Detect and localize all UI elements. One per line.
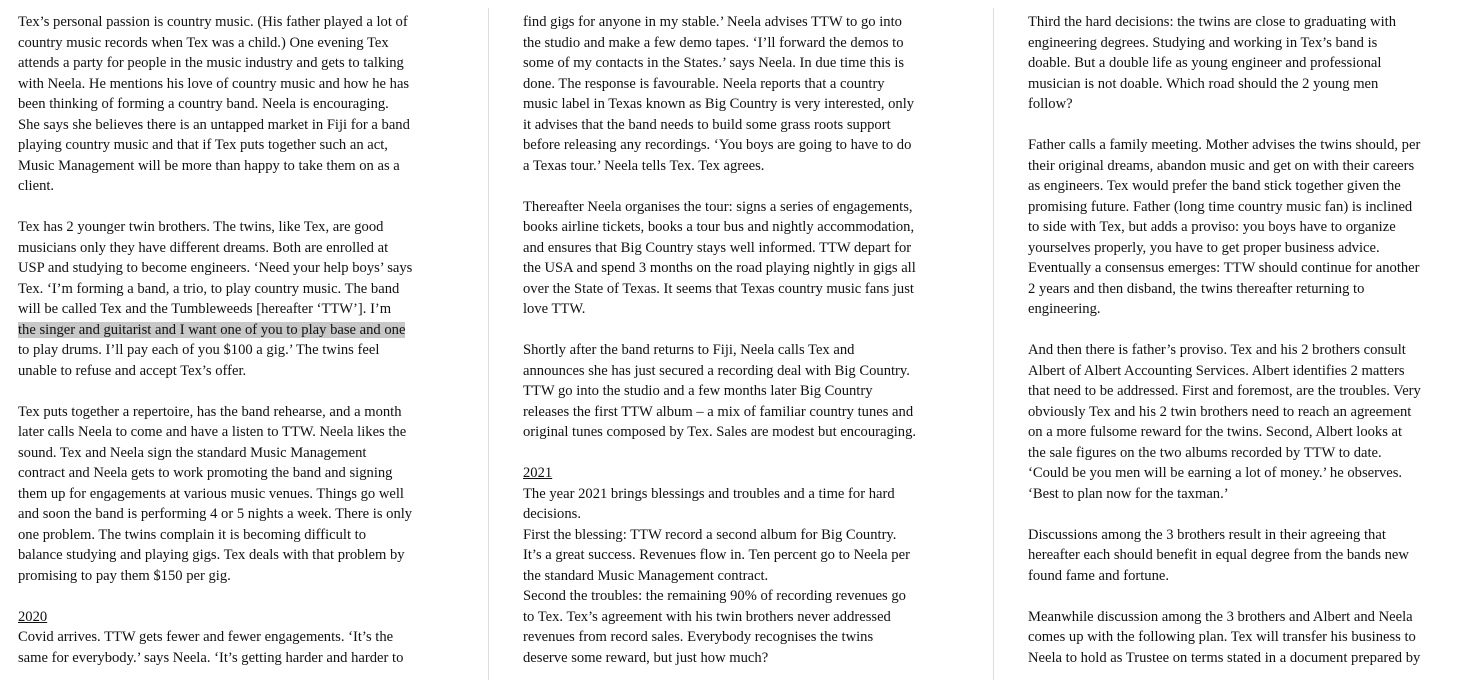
text-line: some of my contacts in the States.’ says Neela. In due time this is (523, 55, 905, 71)
line (1028, 484, 1466, 505)
text-line: to side with Tex, but adds a proviso: you boys have to organize (1028, 219, 1396, 235)
line (18, 320, 460, 341)
text-line: musicians only they have different dreams. Both are enrolled at (18, 239, 389, 256)
line (1028, 648, 1466, 669)
line (18, 33, 460, 54)
text-line: Music Management will be more than happy to take them on as a (18, 157, 400, 174)
line (18, 484, 460, 505)
line (523, 217, 965, 238)
text-line: country music records when Tex was a child.) One evening Tex (18, 34, 389, 51)
text-line: Second the troubles: the remaining 90% of recording revenues go (523, 588, 906, 604)
text-line: the standard Music Management contract. (523, 567, 769, 584)
text-line: She says she believes there is an untapped market in Fiji for a band (18, 116, 410, 133)
text-line: obviously Tex and his 2 twin brothers need to reach an agreement (1028, 403, 1412, 420)
text-line: later calls Neela to come and have a listen to TTW. Neela likes the (18, 424, 407, 440)
text-line: one problem. The twins complain it is becoming difficult to (18, 526, 367, 543)
column-divider (488, 8, 489, 680)
line (18, 115, 460, 136)
paragraph-gap (1028, 504, 1466, 525)
line (523, 197, 965, 218)
text-line: decisions. (523, 506, 581, 522)
text-line: same for everybody.’ says Neela. ‘It’s getting harder and harder to (18, 649, 404, 666)
line (1028, 156, 1466, 177)
text-line: will be called Tex and the Tumbleweeds [hereafter ‘TTW’]. I’m (18, 301, 392, 317)
text-line: and soon the band is performing 4 or 5 nights a week. There is only (18, 506, 413, 522)
text-line: The year 2021 brings blessings and troubles and a time for hard (523, 485, 895, 502)
paragraph-gap (18, 586, 460, 607)
text-line: balance studying and playing gigs. Tex deals with that problem by (18, 547, 405, 563)
text-line: Thereafter Neela organises the tour: signs a series of engagements, (523, 198, 913, 215)
heading-line (523, 463, 965, 484)
column-divider (993, 8, 994, 680)
line (18, 545, 460, 566)
text-line: Covid arrives. TTW gets fewer and fewer engagements. ‘It’s the (18, 629, 394, 645)
text-line: Tex. ‘I’m forming a band, a trio, to play country music. The band (18, 280, 400, 297)
text-line: books airline tickets, books a tour bus and nightly accommodation, (523, 219, 915, 235)
line (1028, 422, 1466, 443)
line (523, 33, 965, 54)
line (523, 94, 965, 115)
text-line: yourselves properly, you have to get proper business advice. (1028, 239, 1380, 256)
line (523, 402, 965, 423)
line (1028, 340, 1466, 361)
text-line: been thinking of forming a country band. Neela is encouraging. (18, 96, 389, 112)
text-line: musician is not doable. Which road should the 2 young men (1028, 75, 1379, 92)
line (1028, 607, 1466, 628)
line (523, 279, 965, 300)
line (1028, 176, 1466, 197)
paragraph-gap (18, 381, 460, 402)
line (523, 525, 965, 546)
line (1028, 299, 1466, 320)
text-line: with Neela. He mentions his love of country music and how he has (18, 75, 410, 92)
paragraph-gap (1028, 115, 1466, 136)
text-line: Neela to hold as Trustee on terms stated in a document prepared by (1028, 649, 1421, 666)
line (523, 381, 965, 402)
line (523, 238, 965, 259)
line (523, 627, 965, 648)
line (18, 443, 460, 464)
text-line: as engineers. Tex would prefer the band stick together given the (1028, 178, 1401, 194)
text-line: First the blessing: TTW record a second album for Big Country. (523, 526, 897, 543)
line (1028, 627, 1466, 648)
line (18, 156, 460, 177)
text-line: a Texas tour.’ Neela tells Tex. Tex agrees. (523, 157, 765, 174)
text-line: Tex has 2 younger twin brothers. The twins, like Tex, are good (18, 219, 384, 235)
text-line: the USA and spend 3 months on the road playing nightly in gigs all (523, 260, 916, 276)
line (18, 566, 460, 587)
text-line: Father calls a family meeting. Mother advises the twins should, per (1028, 137, 1421, 153)
text-line: And then there is father’s proviso. Tex and his 2 brothers consult (1028, 342, 1406, 358)
line (18, 648, 460, 669)
line (18, 217, 460, 238)
line (523, 422, 965, 443)
text-column-2 (523, 12, 965, 668)
line (1028, 197, 1466, 218)
text-line: Third the hard decisions: the twins are close to graduating with (1028, 14, 1396, 30)
line (18, 176, 460, 197)
line (1028, 217, 1466, 238)
text-line: hereafter each should benefit in equal degree from the bands new (1028, 547, 1409, 563)
line (523, 53, 965, 74)
text-line: the studio and make a few demo tapes. ‘I’ll forward the demos to (523, 34, 904, 51)
text-column-3 (1028, 12, 1466, 668)
line (1028, 135, 1466, 156)
text-line: attends a party for people in the music industry and gets to talking (18, 55, 404, 71)
line (18, 361, 460, 382)
line (18, 402, 460, 423)
line (1028, 361, 1466, 382)
line (523, 340, 965, 361)
line (18, 12, 460, 33)
line (1028, 443, 1466, 464)
text-line: engineering. (1028, 301, 1101, 317)
text-line: Albert of Albert Accounting Services. Albert identifies 2 matters (1028, 362, 1405, 379)
line (1028, 566, 1466, 587)
line (523, 545, 965, 566)
section-heading: 2020 (18, 608, 48, 625)
line (1028, 402, 1466, 423)
text-line: releases the first TTW album – a mix of familiar country tunes and (523, 403, 914, 420)
text-line: over the State of Texas. It seems that Texas country music fans just (523, 280, 914, 297)
line (18, 258, 460, 279)
text-line: Tex’s personal passion is country music. (His father played a lot of (18, 14, 408, 30)
text-line: It’s a great success. Revenues flow in. Ten percent go to Neela per (523, 547, 910, 563)
line (523, 135, 965, 156)
text-line: find gigs for anyone in my stable.’ Neela advises TTW to go into (523, 14, 902, 30)
text-line: before releasing any recordings. ‘You boys are going to have to do (523, 137, 912, 153)
text-line: original tunes composed by Tex. Sales are modest but encouraging. (523, 424, 917, 440)
text-line: love TTW. (523, 301, 586, 317)
text-line: unable to refuse and accept Tex’s offer. (18, 362, 247, 379)
line (1028, 12, 1466, 33)
line (523, 299, 965, 320)
text-line: their original dreams, abandon music and get on with their careers (1028, 157, 1415, 174)
text-line: promising to pay them $150 per gig. (18, 567, 231, 584)
text-line: them up for engagements at various music venues. Things go well (18, 485, 404, 502)
text-line: on a more fulsome reward for the twins. Second, Albert looks at (1028, 424, 1403, 440)
paragraph-gap (1028, 586, 1466, 607)
line (18, 74, 460, 95)
line (1028, 94, 1466, 115)
text-line: contract and Neela gets to work promoting the band and signing (18, 465, 393, 481)
text-line: client. (18, 178, 55, 194)
text-line: to play drums. I’ll pay each of you $100 a gig.’ The twins feel (18, 342, 380, 358)
text-line: done. The response is favourable. Neela reports that a country (523, 75, 885, 92)
line (523, 361, 965, 382)
line (523, 156, 965, 177)
line (523, 115, 965, 136)
line (18, 53, 460, 74)
section-heading: 2021 (523, 465, 553, 481)
line (18, 504, 460, 525)
line (1028, 279, 1466, 300)
text-line: playing country music and that if Tex puts together such an act, (18, 137, 388, 153)
line (523, 258, 965, 279)
text-line: and ensures that Big Country stays well informed. TTW depart for (523, 239, 912, 256)
line (523, 504, 965, 525)
text-line: music label in Texas known as Big Country is very interested, only (523, 96, 915, 112)
heading-line (18, 607, 460, 628)
paragraph-gap (1028, 320, 1466, 341)
text-line: announces she has just secured a recording deal with Big Country. (523, 362, 910, 379)
line (523, 74, 965, 95)
text-line: comes up with the following plan. Tex will transfer his business to (1028, 629, 1416, 645)
text-line: found fame and fortune. (1028, 567, 1170, 584)
line (523, 484, 965, 505)
line (18, 463, 460, 484)
line (18, 422, 460, 443)
line (18, 279, 460, 300)
text-line: USP and studying to become engineers. ‘Need your help boys’ says (18, 260, 413, 276)
text-line: Meanwhile discussion among the 3 brothers and Albert and Neela (1028, 608, 1413, 625)
line (1028, 33, 1466, 54)
text-line: engineering degrees. Studying and working in Tex’s band is (1028, 34, 1378, 51)
line (1028, 545, 1466, 566)
text-line: sound. Tex and Neela sign the standard Music Management (18, 444, 367, 461)
paragraph-gap (523, 176, 965, 197)
line (523, 566, 965, 587)
text-line: ‘Could be you men will be earning a lot of money.’ he observes. (1028, 465, 1403, 481)
text-line: doable. But a double life as young engineer and professional (1028, 55, 1382, 71)
line (18, 627, 460, 648)
paragraph-gap (18, 197, 460, 218)
text-line: the sale figures on the two albums recorded by TTW to date. (1028, 444, 1382, 461)
text-line: follow? (1028, 96, 1073, 112)
text-line: to Tex. Tex’s agreement with his twin brothers never addressed (523, 608, 891, 625)
paragraph-gap (523, 443, 965, 464)
line (1028, 463, 1466, 484)
text-line: revenues from record sales. Everybody recognises the twins (523, 629, 874, 645)
line (18, 525, 460, 546)
line (18, 238, 460, 259)
line (523, 648, 965, 669)
line (1028, 74, 1466, 95)
text-line: Eventually a consensus emerges: TTW should continue for another (1028, 260, 1420, 276)
line (1028, 525, 1466, 546)
line (1028, 381, 1466, 402)
text-line: promising future. Father (long time country music fan) is inclined (1028, 198, 1413, 215)
line (18, 299, 460, 320)
paragraph-gap (523, 320, 965, 341)
text-line: ‘Best to plan now for the taxman.’ (1028, 485, 1229, 502)
text-line: that need to be addressed. First and foremost, are the troubles. Very (1028, 383, 1421, 399)
line (1028, 258, 1466, 279)
line (523, 12, 965, 33)
text-line: Discussions among the 3 brothers result in their agreeing that (1028, 526, 1386, 543)
line (18, 94, 460, 115)
highlighted-text: the singer and guitarist and I want one of you to play base and one (18, 321, 406, 338)
line (1028, 238, 1466, 259)
line (18, 135, 460, 156)
line (18, 340, 460, 361)
text-line: Shortly after the band returns to Fiji, Neela calls Tex and (523, 342, 855, 358)
line (523, 586, 965, 607)
line (523, 607, 965, 628)
text-line: Tex puts together a repertoire, has the band rehearse, and a month (18, 403, 402, 420)
text-column-1 (18, 12, 460, 668)
line (1028, 53, 1466, 74)
text-line: deserve some reward, but just how much? (523, 649, 769, 666)
text-line: 2 years and then disband, the twins thereafter returning to (1028, 280, 1365, 297)
text-line: it advises that the band needs to build some grass roots support (523, 116, 891, 133)
text-line: TTW go into the studio and a few months later Big Country (523, 383, 873, 399)
